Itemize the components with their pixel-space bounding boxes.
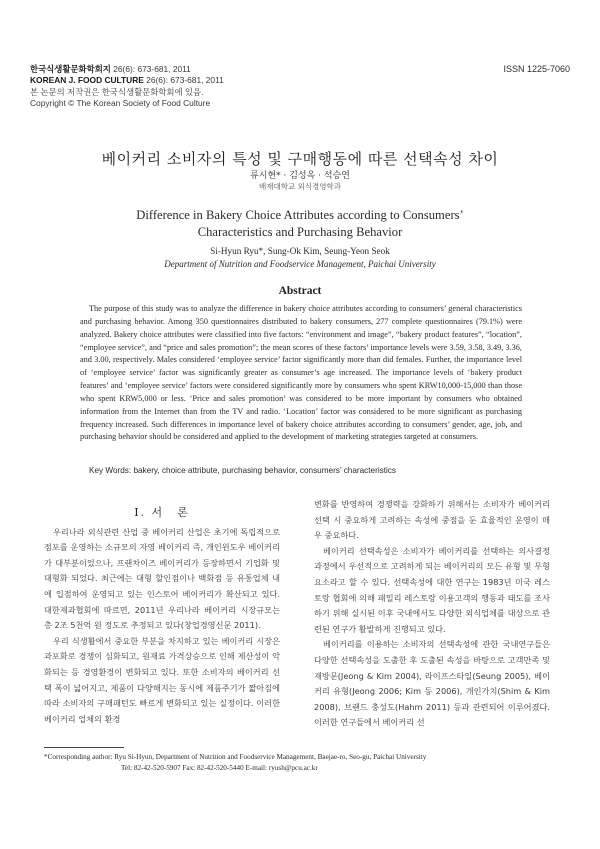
abstract-body: The purpose of this study was to analyze the difference in bakery choice attributes according to consumers’ general characteristics and purchasing behavior. Among 350 questionnaires distributed to bakery consumers, 277 complete questionnaires (79.1%) were analyzed. Bakery choice attributes were classified into five factors: “environment and image”, “bakery product features”, “location”, “employee service”, and “price and sales promotion”; the mean scores of these factors’ importance levels were 3.59, 3.58, 3.49, 3.36, and 3.00, respectively. Males considered ‘employee service’ factor significantly more than did females. Further, the importance level of ‘employee service’ factor was significantly greater as consumer’s age increased. The importance levels of ‘bakery product features’ and ‘employee service’ factors were considered significantly more by consumers who spent KRW10,000-15,000 than those who spent KRW5,000 or less. ‘Price and sales promotion’ was considered to be more important by consumers who obtained information from the Internet than from the TV and radio. ‘Location’ factor was considered to be more significant as purchasing frequency increased. Such differences in importance level of bakery choice attributes according to consumers’ gender, age, job, and purchasing behavior should be considered and applied to the development of marketing strategies targeted at consumers. [80, 304, 522, 442]
intro-paragraph-continued: 변화를 반영하여 경쟁력을 강화하기 위해서는 소비자가 베이커리 선택 시 중요하게 고려하는 속성에 중점을 둔 효율적인 운영이 매우 중요하다. [314, 499, 550, 541]
english-title [0, 207, 600, 241]
copyright-line: Copyright © The Korean Society of Food Culture [30, 98, 211, 109]
copyright-notice-korean: 본 논문의 저작권은 한국식생활문화학회에 있음. [30, 86, 204, 97]
intro-paragraph-2: 우리 식생활에서 중요한 부분을 차지하고 있는 베이커리 시장은 과포화로 경쟁이 심화되고, 원재료 가격상승으로 인해 제산성이 악화되는 등 경영환경이 변화되고 있다. 또한 소비자의 베이커리 선택 폭이 넓어지고, 제품이 다양해지는 동시에 제품주기가 짧아짐에 따라 소비자의 구매패턴도 빠르게 변화되고 있는 실정이다. 이러한 베이커리 업체의 환경 [44, 635, 280, 724]
english-title-line-2: Characteristics and Purchasing Behavior [197, 225, 403, 239]
english-affiliation: Department of Nutrition and Foodservice Management, Paichai University [164, 259, 436, 269]
korean-affiliation: 배재대학교 외식경영학과 [258, 182, 342, 191]
abstract-heading: Abstract [278, 285, 322, 297]
section-heading-introduction: Ⅰ. 서 론 [134, 506, 190, 519]
footnote-contact: Tel: 82-42-520-5907 Fax: 82-42-520-5440 E-mail: ryush@pcu.ac.kr [121, 763, 318, 772]
footnote-divider [44, 747, 124, 748]
journal-korean-name: 한국식생활문화학회지 [30, 64, 111, 74]
korean-title: 베이커리 소비자의 특성 및 구매행동에 따른 선택속성 차이 [101, 150, 499, 168]
journal-english-name: KOREAN J. FOOD CULTURE [30, 75, 144, 86]
journal-header [30, 64, 570, 110]
intro-paragraph-1: 우리나라 외식관련 산업 중 베이커리 산업은 초기에 독립적으로 점포를 운영하는 소규모의 자영 베이커리 즉, 개인윈도우 베이커리가 대부분이었으나, 프랜차이즈 베이커리가 등장하면서 기업화 및 대형화 되었다. 최근에는 대형 할인점이나 백화점 등 유통업체 내에 입점하여 운영되고 있는 인스토어 베이커리가 확산되고 있다. 대한제과협회에 따르면, 2011년 우리나라 베이커리 시장규모는 총 2조 5천억 원 정도로 추정되고 있다(창업경영신문 2011). [44, 526, 280, 631]
intro-paragraph-4: 베이커리를 이용하는 소비자의 선택속성에 관한 국내연구들은 다양한 선택속성을 도출한 후 도출된 속성을 바탕으로 고객만족 및 재방문(Jeong & Kim 2004), 라이프스타일(Seung 2005), 베이커리 유형(Jeong 2006; Kim 등 2006), 개인가치(Shim & Kim 2008), 브랜드 충성도(Hahm 2011) 등과 관련되어 이루어졌다. 이러한 연구들에서 베이커리 선 [314, 639, 550, 728]
intro-paragraph-3: 베이커리 선택속성은 소비자가 베이커리를 선택하는 의사결정 과정에서 우선적으로 고려하게 되는 베이커리의 모든 유형 및 무형 요소라고 할 수 있다. 선택속성에 대한 연구는 1983년 미국 레스토랑 협회에 의해 패밀리 레스토랑 이용고객의 행동과 태도를 조사하기 위해 실시된 이후 국내에서도 다양한 외식업체를 대상으로 관련된 연구가 활발하게 진행되고 있다. [314, 545, 550, 634]
journal-korean-line [30, 64, 570, 75]
journal-english-line [30, 75, 570, 86]
right-column [314, 497, 550, 731]
english-title-line-1: Difference in Bakery Choice Attributes according to Consumers’ [136, 208, 464, 222]
journal-korean-citation: 26(6): 673-681, 2011 [113, 64, 191, 74]
footnote [44, 752, 564, 773]
footnote-corresponding-author: *Corresponding author: Ryu Si-Hyun, Department of Nutrition and Foodservice Management, Baejae-ro, Seo-gu, Paichai University [44, 753, 427, 761]
keywords-line: Key Words: bakery, choice attribute, purchasing behavior, consumers’ characteristics [89, 466, 397, 475]
issn-number: ISSN 1225-7060 [503, 64, 570, 74]
left-column [44, 505, 280, 727]
korean-authors: 류시현* · 김성옥 · 석승연 [250, 171, 350, 181]
journal-english-citation: 26(6): 673-681, 2011 [146, 75, 224, 86]
english-authors: Si-Hyun Ryu*, Sung-Ok Kim, Seung-Yeon Seok [210, 246, 390, 256]
